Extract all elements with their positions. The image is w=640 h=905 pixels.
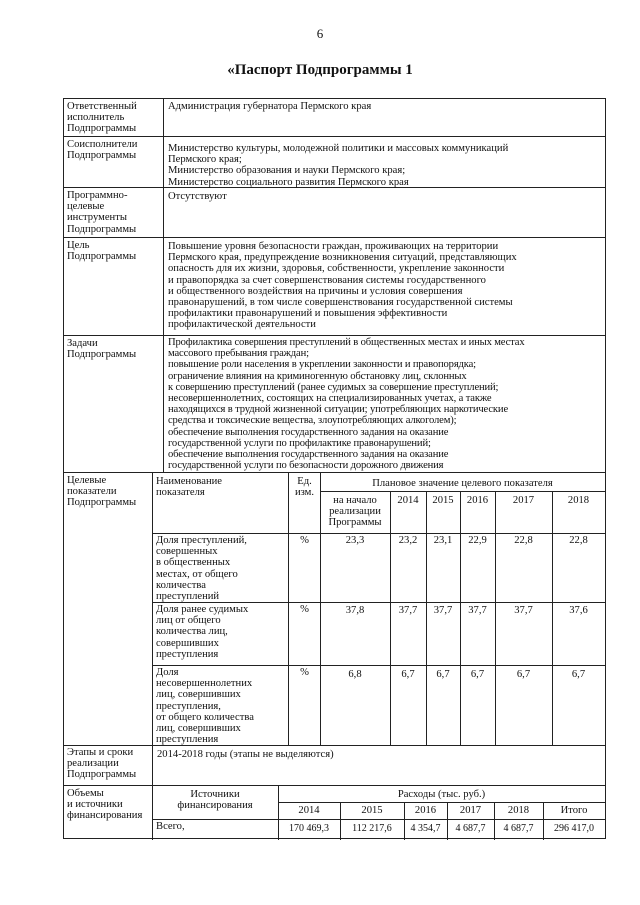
funding-total-value: 4 687,7 [503,823,534,834]
indicator-start-value: 6,8 [348,669,362,680]
stages-value: 2014-2018 годы (этапы не выделяются) [157,749,334,760]
stages-label: Этапы и сроки реализации Подпрограммы [67,747,137,781]
funding-total-value: 4 687,7 [455,823,486,834]
indicator-year-header: 2018 [567,495,590,506]
indicator-value: 37,6 [569,605,588,616]
indicator-value: 23,1 [433,535,453,546]
indicators-label: Целевые показатели Подпрограммы [67,475,137,509]
funding-total-value: 4 354,7 [410,823,441,834]
indicator-value: 37,7 [398,605,418,616]
tasks-value: Профилактика совершения преступлений в общественных местах и иных местах массового пребывания граждан; повышение роли населения в укреплении законности и правопорядка; ограничение влияния на криминогенную обстановку лиц, склонных к совершению преступлений (ранее судимых за совершение преступлений; несовершеннолетних, состоящих на специализированных учетах, а также находящихся в трудной жизненной ситуации; употребляющих наркотические средства и токсические вещества, злоупотребляющих алкоголем); обеспечение выполнения государственного задания на оказание государственной услуги по профилактике правонарушений; обеспечение выполнения государственного задания на оказание государственной услуги по безопасности дорожного движения [168,337,525,472]
funding-year-header: 2018 [507,805,530,816]
funding-total-header: Итого [560,805,588,816]
indicator-year-header: 2015 [432,495,454,506]
indicator-name: Доля ранее судимых лиц от общего количества лиц, совершивших преступления [156,604,249,660]
page-number: 6 [316,26,324,41]
funding-total-value: 112 217,6 [352,823,392,834]
instruments-value: Отсутствуют [168,191,227,202]
indicator-value: 6,7 [516,669,531,680]
passport-table [63,98,606,839]
funding-expenses-header: Расходы (тыс. руб.) [397,789,486,800]
responsible-label: Ответственный исполнитель Подпрограммы [67,101,137,135]
funding-year-header: 2014 [298,805,320,816]
indicator-value: 6,7 [571,669,586,680]
coexecutors-label: Соисполнители Подпрограммы [67,139,138,162]
indicator-value: 22,9 [468,535,487,546]
indicator-year-header: 2016 [466,495,489,506]
indicator-value: 22,8 [569,535,588,546]
funding-year-header: 2015 [361,805,383,816]
funding-total-value: 296 417,0 [554,823,594,834]
indicator-value: 37,7 [468,605,487,616]
indicator-start-value: 37,8 [345,605,365,616]
responsible-value: Администрация губернатора Пермского края [168,101,372,112]
indicator-value: 6,7 [470,669,485,680]
indicator-planned-header: Плановое значение целевого показателя [372,478,553,489]
indicator-value: 6,7 [436,669,450,680]
indicator-unit: % [300,604,309,615]
indicator-value: 37,7 [433,605,453,616]
indicator-name: Доля несовершеннолетних лиц, совершивших преступления, от общего количества лиц, совершивших преступления [156,667,254,746]
tasks-label: Задачи Подпрограммы [67,338,137,361]
page-title: «Паспорт Подпрограммы 1 [227,62,413,78]
indicator-value: 22,8 [514,535,533,546]
indicator-unit: % [300,667,309,678]
goal-value: Повышение уровня безопасности граждан, проживающих на территории Пермского края, предупреждение возникновения ситуаций, представляющих опасность для их жизни, здоровья, собственности, укрепление законности и правопорядка за счет совершенствования системы государственного и общественного воздействия на причины и условия совершения правонарушений, в том числе совершенствования государственной системы профилактики правонарушений и повышения эффективности профилактической деятельности [168,241,517,331]
goal-label: Цель Подпрограммы [67,240,137,263]
funding-sources-header: Источники финансирования [177,789,253,812]
indicator-value: 37,7 [514,605,533,616]
indicator-unit: % [300,535,309,546]
coexecutors-value: Министерство культуры, молодежной политики и массовых коммуникаций Пермского края; Министерство образования и науки Пермского края; Министерство социального развития Пермского края [168,143,509,188]
indicator-name: Доля преступлений, совершенных в общественных местах, от общего количества преступлений [156,535,247,603]
funding-year-header: 2016 [414,805,437,816]
indicator-start-header: на начало реализации Программы [328,495,382,529]
indicator-start-value: 23,3 [345,535,365,546]
funding-total-value: 170 469,3 [289,823,329,834]
indicator-value: 6,7 [401,669,415,680]
indicator-name-header: Наименование показателя [156,476,222,499]
instruments-label: Программно- целевые инструменты Подпрограммы [67,190,137,235]
funding-total-label: Всего, [156,821,185,832]
funding-year-header: 2017 [459,805,482,816]
indicator-unit-header: Ед. изм. [294,476,315,499]
funding-label: Объемы и источники финансирования [67,788,143,822]
indicator-value: 23,2 [398,535,418,546]
indicator-year-header: 2014 [397,495,419,506]
indicator-year-header: 2017 [512,495,535,506]
